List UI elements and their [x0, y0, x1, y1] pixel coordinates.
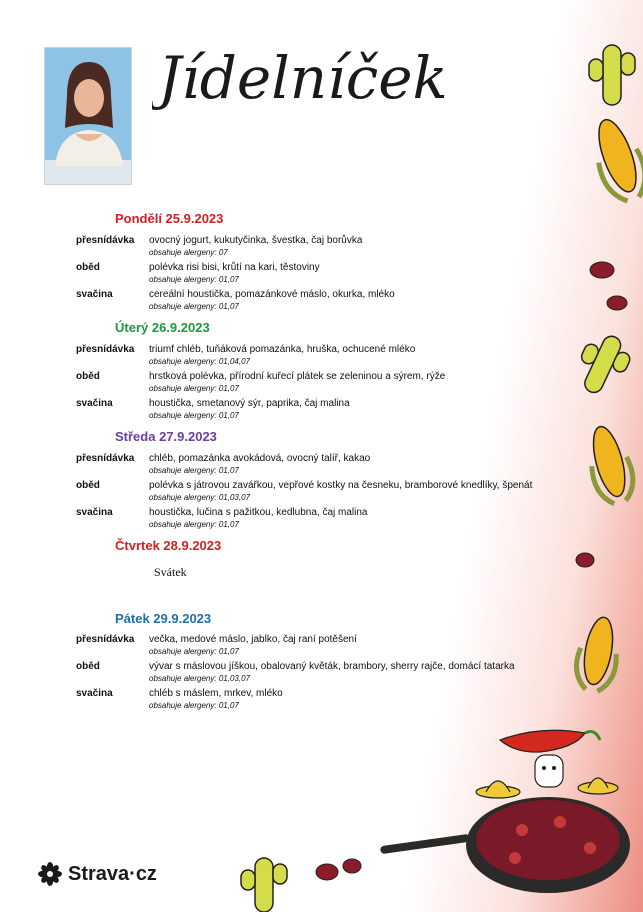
meal-text: chléb s máslem, mrkev, mléko: [149, 688, 283, 699]
meal-label: oběd: [76, 371, 100, 382]
meal-label: přesnídávka: [76, 453, 135, 464]
svg-text:Jídelníček: Jídelníček: [158, 44, 448, 112]
meal-text: polévka s játrovou zavářkou, vepřové kostky na česneku, bramborové knedlíky, špenát: [149, 480, 533, 491]
meal-label: svačina: [76, 289, 113, 300]
page-title: [152, 20, 482, 130]
meal-allergens: obsahuje alergeny: 01,07: [149, 411, 239, 420]
meal-allergens: obsahuje alergeny: 01,07: [149, 302, 239, 311]
chili-pepper-icon: [500, 730, 600, 752]
meal-allergens: obsahuje alergeny: 01,04,07: [149, 357, 250, 366]
meal-text: houstička, lučina s pažitkou, kedlubna, čaj malina: [149, 507, 368, 518]
staff-photo: [44, 47, 132, 185]
meal-label: přesnídávka: [76, 344, 135, 355]
corn-icon: [572, 614, 623, 694]
meal-text: večka, medové máslo, jablko, čaj raní potěšení: [149, 634, 357, 645]
meal-allergens: obsahuje alergeny: 01,07: [149, 384, 239, 393]
meal-text: cereální houstička, pomazánkové máslo, okurka, mléko: [149, 289, 395, 300]
meal-allergens: obsahuje alergeny: 01,07: [149, 466, 239, 475]
meal-label: oběd: [76, 480, 100, 491]
meal-text: hrstková polévka, přírodní kuřecí plátek se zeleninou a sýrem, rýže: [149, 371, 446, 382]
meal-allergens: obsahuje alergeny: 01,03,07: [149, 674, 250, 683]
meal-text: chléb, pomazánka avokádová, ovocný talíř, kakao: [149, 453, 371, 464]
asterisk-flower-icon: [38, 862, 62, 886]
meal-label: svačina: [76, 688, 113, 699]
day-heading-monday: Pondělí 25.9.2023: [115, 211, 224, 226]
meal-text: houstička, smetanový sýr, paprika, čaj malina: [149, 398, 350, 409]
cactus-icon: [241, 858, 287, 912]
meal-allergens: obsahuje alergeny: 01,07: [149, 520, 239, 529]
day-heading-wednesday: Středa 27.9.2023: [115, 429, 217, 444]
frying-pan-icon: [380, 797, 630, 893]
meal-allergens: obsahuje alergeny: 01,07: [149, 275, 239, 284]
corn-icon: [581, 422, 639, 507]
meal-text: ovocný jogurt, kukutyčinka, švestka, čaj borůvka: [149, 235, 363, 246]
day-heading-tuesday: Úterý 26.9.2023: [115, 320, 210, 335]
meal-allergens: obsahuje alergeny: 07: [149, 248, 228, 257]
sombrero-icon: [476, 755, 618, 798]
meal-text: vývar s máslovou jíškou, obalovaný květák, brambory, sherry rajče, domácí tatarka: [149, 661, 515, 672]
corn-icon: [584, 113, 643, 207]
meal-allergens: obsahuje alergeny: 01,07: [149, 647, 239, 656]
strava-brand[interactable]: [38, 862, 157, 886]
meal-label: oběd: [76, 661, 100, 672]
meal-label: svačina: [76, 507, 113, 518]
meal-label: oběd: [76, 262, 100, 273]
day-heading-friday: Pátek 29.9.2023: [115, 611, 212, 626]
meal-text: triumf chléb, tuňáková pomazánka, hruška, ochucené mléko: [149, 344, 416, 355]
cactus-icon: [589, 45, 635, 105]
day-heading-thursday: Čtvrtek 28.9.2023: [115, 538, 222, 553]
meal-label: přesnídávka: [76, 235, 135, 246]
cactus-icon: [569, 327, 636, 401]
brand-name: Strava·cz: [68, 862, 157, 885]
meal-text: polévka risi bisi, krůtí na kari, těstoviny: [149, 262, 320, 273]
meal-label: přesnídávka: [76, 634, 135, 645]
meal-allergens: obsahuje alergeny: 01,07: [149, 701, 239, 710]
holiday-note: Svátek: [154, 565, 187, 579]
meal-label: svačina: [76, 398, 113, 409]
meal-allergens: obsahuje alergeny: 01,03,07: [149, 493, 250, 502]
